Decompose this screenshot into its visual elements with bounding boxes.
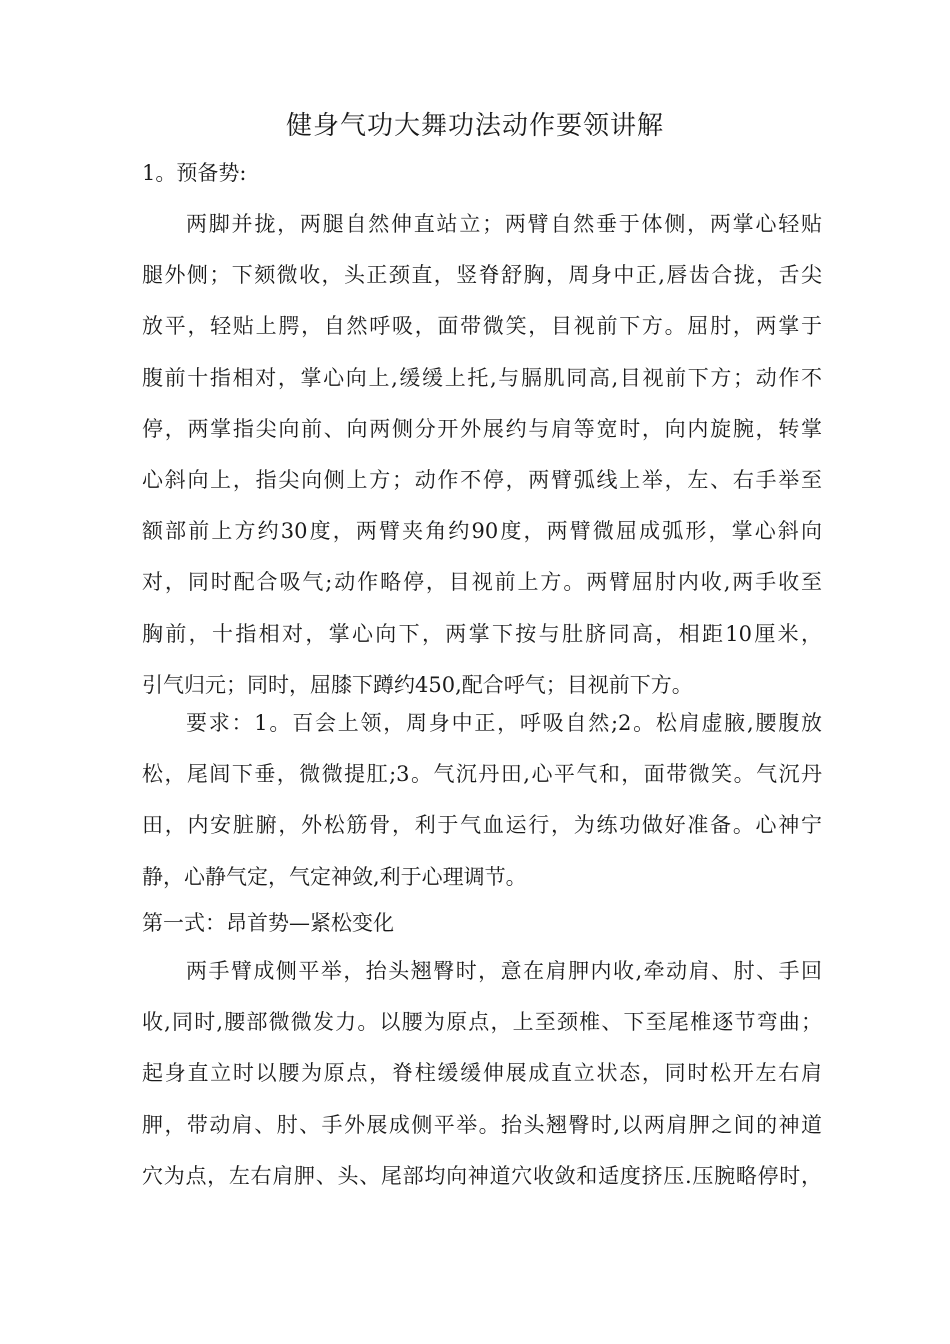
text-line: 两手臂成侧平举，抬头翘臀时，意在肩胛内收,牵动肩、肘、手回	[186, 959, 822, 983]
text-line: 额部前上方约30度，两臂夹角约90度，两臂微屈成弧形，掌心斜向	[142, 519, 822, 544]
text-line: 停，两掌指尖向前、向两侧分开外展约与肩等宽时，向内旋腕，转掌	[142, 416, 822, 441]
text-line: 胸前，十指相对，掌心向下，两掌下按与肚脐同高，相距10厘米，	[142, 621, 822, 646]
text-line: 穴为点，左右肩胛、头、尾部均向神道穴收敛和适度挤压.压腕略停时，	[142, 1163, 822, 1188]
paragraph-preparation-requirements	[142, 698, 822, 903]
text-line: 心斜向上，指尖向侧上方；动作不停，两臂弧线上举，左、右手举至	[142, 468, 822, 493]
text-line: 静，心静气定，气定神敛,利于心理调节。	[142, 864, 527, 889]
section-heading-preparation: 1。预备势:	[142, 161, 247, 185]
text-line: 两脚并拢，两腿自然伸直站立；两臂自然垂于体侧，两掌心轻贴	[186, 212, 822, 236]
text-line: 放平，轻贴上腭，自然呼吸，面带微笑，目视前下方。屈肘，两掌于	[142, 314, 822, 339]
text-line: 要求：1。百会上领，周身中正，呼吸自然;2。松肩虚腋,腰腹放	[186, 711, 822, 735]
section-heading-first-form: 第一式：昂首势—紧松变化	[142, 911, 394, 935]
text-line: 田，内安脏腑，外松筋骨，利于气血运行，为练功做好准备。心神宁	[142, 813, 822, 838]
document-title: 健身气功大舞功法动作要领讲解	[285, 111, 664, 141]
text-line: 松，尾闾下垂，微微提肛;3。气沉丹田,心平气和，面带微笑。气沉丹	[142, 762, 822, 787]
text-line: 对，同时配合吸气;动作略停，目视前上方。两臂屈肘内收,两手收至	[142, 570, 822, 595]
text-line: 收,同时,腰部微微发力。以腰为原点，上至颈椎、下至尾椎逐节弯曲；	[142, 1010, 822, 1035]
text-line: 腹前十指相对，掌心向上,缓缓上托,与膈肌同高,目视前下方；动作不	[142, 365, 822, 390]
paragraph-first-form-description	[142, 946, 822, 1202]
text-line: 腿外侧；下颏微收，头正颈直，竖脊舒胸，周身中正,唇齿合拢，舌尖	[142, 263, 822, 288]
text-line: 起身直立时以腰为原点，脊柱缓缓伸展成直立状态，同时松开左右肩	[142, 1061, 822, 1086]
text-line: 引气归元；同时，屈膝下蹲约450,配合呼气；目视前下方。	[142, 672, 693, 697]
text-line: 胛，带动肩、肘、手外展成侧平举。抬头翘臀时,以两肩胛之间的神道	[142, 1112, 822, 1137]
paragraph-preparation-description	[142, 199, 822, 711]
